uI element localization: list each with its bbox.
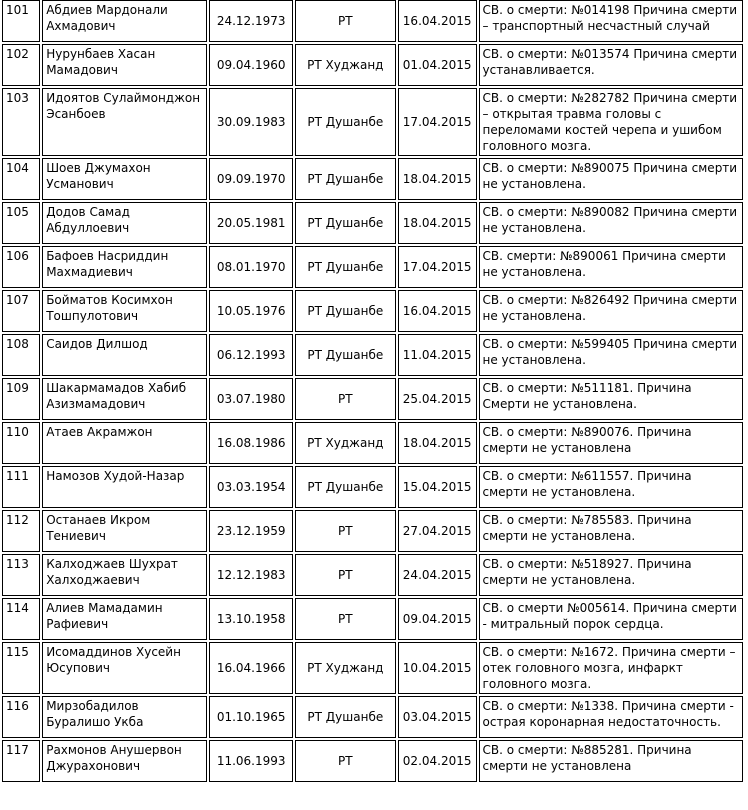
cell-place: РТ bbox=[295, 740, 397, 782]
cell-cause: СВ. смерти: №890061 Причина смерти не установлена. bbox=[479, 246, 743, 288]
cell-name: Калходжаев Шухрат Халходжаевич bbox=[42, 554, 207, 596]
cell-place: РТ Душанбе bbox=[295, 88, 397, 156]
cell-num: 106 bbox=[2, 246, 40, 288]
cell-num: 109 bbox=[2, 378, 40, 420]
table-row bbox=[2, 202, 743, 244]
cell-birth: 01.10.1965 bbox=[209, 696, 292, 738]
cell-num: 112 bbox=[2, 510, 40, 552]
cell-place: РТ Душанбе bbox=[295, 696, 397, 738]
cell-cause: СВ. о смерти: №511181. Причина Смерти не установлена. bbox=[479, 378, 743, 420]
cell-birth: 10.05.1976 bbox=[209, 290, 292, 332]
cell-birth: 13.10.1958 bbox=[209, 598, 292, 640]
cell-cause: СВ. о смерти: №885281. Причина смерти не установлена bbox=[479, 740, 743, 782]
table-row bbox=[2, 466, 743, 508]
cell-death: 18.04.2015 bbox=[398, 158, 476, 200]
cell-death: 02.04.2015 bbox=[398, 740, 476, 782]
table-row bbox=[2, 44, 743, 86]
cell-birth: 09.09.1970 bbox=[209, 158, 292, 200]
cell-place: РТ Душанбе bbox=[295, 290, 397, 332]
cell-birth: 08.01.1970 bbox=[209, 246, 292, 288]
cell-death: 16.04.2015 bbox=[398, 290, 476, 332]
cell-name: Саидов Дилшод bbox=[42, 334, 207, 376]
records-table-body bbox=[2, 0, 743, 782]
cell-cause: СВ. о смерти: №599405 Причина смерти не установлена. bbox=[479, 334, 743, 376]
cell-name: Рахмонов Анушервон Джурахонович bbox=[42, 740, 207, 782]
cell-birth: 24.12.1973 bbox=[209, 0, 292, 42]
table-row bbox=[2, 158, 743, 200]
cell-place: РТ bbox=[295, 598, 397, 640]
cell-cause: СВ. о смерти №005614. Причина смерти - митральный порок сердца. bbox=[479, 598, 743, 640]
cell-cause: СВ. о смерти: №1338. Причина смерти - острая коронарная недостаточность. bbox=[479, 696, 743, 738]
cell-num: 117 bbox=[2, 740, 40, 782]
cell-name: Атаев Акрамжон bbox=[42, 422, 207, 464]
cell-birth: 03.03.1954 bbox=[209, 466, 292, 508]
cell-num: 107 bbox=[2, 290, 40, 332]
table-row bbox=[2, 554, 743, 596]
cell-name: Абдиев Мардонали Ахмадович bbox=[42, 0, 207, 42]
cell-death: 09.04.2015 bbox=[398, 598, 476, 640]
cell-birth: 03.07.1980 bbox=[209, 378, 292, 420]
cell-birth: 09.04.1960 bbox=[209, 44, 292, 86]
table-row bbox=[2, 88, 743, 156]
cell-name: Исомаддинов Хусейн Юсупович bbox=[42, 642, 207, 694]
table-row bbox=[2, 290, 743, 332]
cell-death: 25.04.2015 bbox=[398, 378, 476, 420]
cell-name: Идоятов Сулаймонджон Эсанбоев bbox=[42, 88, 207, 156]
cell-place: РТ bbox=[295, 378, 397, 420]
cell-birth: 20.05.1981 bbox=[209, 202, 292, 244]
cell-death: 17.04.2015 bbox=[398, 88, 476, 156]
cell-place: РТ Душанбе bbox=[295, 334, 397, 376]
table-row bbox=[2, 422, 743, 464]
table-row bbox=[2, 510, 743, 552]
cell-num: 111 bbox=[2, 466, 40, 508]
cell-cause: СВ. о смерти: №014198 Причина смерти – транспортный несчастный случай bbox=[479, 0, 743, 42]
cell-birth: 11.06.1993 bbox=[209, 740, 292, 782]
cell-name: Нурунбаев Хасан Мамадович bbox=[42, 44, 207, 86]
cell-num: 113 bbox=[2, 554, 40, 596]
cell-birth: 23.12.1959 bbox=[209, 510, 292, 552]
cell-cause: СВ. о смерти: №826492 Причина смерти не установлена. bbox=[479, 290, 743, 332]
cell-death: 27.04.2015 bbox=[398, 510, 476, 552]
cell-place: РТ bbox=[295, 554, 397, 596]
cell-place: РТ Душанбе bbox=[295, 466, 397, 508]
cell-name: Останаев Икром Тениевич bbox=[42, 510, 207, 552]
cell-cause: СВ. о смерти: №890075 Причина смерти не установлена. bbox=[479, 158, 743, 200]
cell-death: 18.04.2015 bbox=[398, 422, 476, 464]
table-row bbox=[2, 598, 743, 640]
cell-cause: СВ. о смерти: №890082 Причина смерти не установлена. bbox=[479, 202, 743, 244]
cell-num: 116 bbox=[2, 696, 40, 738]
cell-birth: 30.09.1983 bbox=[209, 88, 292, 156]
table-row bbox=[2, 642, 743, 694]
cell-num: 105 bbox=[2, 202, 40, 244]
cell-cause: СВ. о смерти: №890076. Причина смерти не установлена bbox=[479, 422, 743, 464]
cell-num: 110 bbox=[2, 422, 40, 464]
cell-place: РТ bbox=[295, 0, 397, 42]
cell-num: 108 bbox=[2, 334, 40, 376]
cell-name: Мирзобадилов Буралишо Укба bbox=[42, 696, 207, 738]
cell-name: Бойматов Косимхон Тошпулотович bbox=[42, 290, 207, 332]
cell-death: 11.04.2015 bbox=[398, 334, 476, 376]
cell-birth: 12.12.1983 bbox=[209, 554, 292, 596]
cell-place: РТ Худжанд bbox=[295, 44, 397, 86]
cell-place: РТ Душанбе bbox=[295, 158, 397, 200]
cell-place: РТ Худжанд bbox=[295, 422, 397, 464]
cell-num: 103 bbox=[2, 88, 40, 156]
table-row bbox=[2, 740, 743, 782]
table-row bbox=[2, 246, 743, 288]
cell-place: РТ Худжанд bbox=[295, 642, 397, 694]
cell-birth: 16.08.1986 bbox=[209, 422, 292, 464]
cell-cause: СВ. о смерти: №1672. Причина смерти – отек головного мозга, инфаркт головного мозга. bbox=[479, 642, 743, 694]
cell-cause: СВ. о смерти: №785583. Причина смерти не установлена. bbox=[479, 510, 743, 552]
cell-place: РТ Душанбе bbox=[295, 246, 397, 288]
table-row bbox=[2, 378, 743, 420]
cell-name: Намозов Худой-Назар bbox=[42, 466, 207, 508]
cell-num: 104 bbox=[2, 158, 40, 200]
cell-name: Бафоев Насриддин Махмадиевич bbox=[42, 246, 207, 288]
cell-death: 15.04.2015 bbox=[398, 466, 476, 508]
cell-birth: 06.12.1993 bbox=[209, 334, 292, 376]
cell-name: Шакармамадов Хабиб Азизмамадович bbox=[42, 378, 207, 420]
cell-death: 24.04.2015 bbox=[398, 554, 476, 596]
cell-num: 115 bbox=[2, 642, 40, 694]
table-row bbox=[2, 334, 743, 376]
cell-cause: СВ. о смерти: №282782 Причина смерти – открытая травма головы с переломами костей черепа и ушибом головного мозга. bbox=[479, 88, 743, 156]
table-row bbox=[2, 696, 743, 738]
cell-name: Додов Самад Абдуллоевич bbox=[42, 202, 207, 244]
cell-death: 01.04.2015 bbox=[398, 44, 476, 86]
cell-cause: СВ. о смерти: №518927. Причина смерти не установлена. bbox=[479, 554, 743, 596]
cell-place: РТ bbox=[295, 510, 397, 552]
cell-death: 10.04.2015 bbox=[398, 642, 476, 694]
cell-death: 03.04.2015 bbox=[398, 696, 476, 738]
cell-num: 102 bbox=[2, 44, 40, 86]
cell-place: РТ Душанбе bbox=[295, 202, 397, 244]
cell-death: 18.04.2015 bbox=[398, 202, 476, 244]
cell-death: 17.04.2015 bbox=[398, 246, 476, 288]
cell-num: 101 bbox=[2, 0, 40, 42]
cell-death: 16.04.2015 bbox=[398, 0, 476, 42]
cell-cause: СВ. о смерти: №611557. Причина смерти не установлена. bbox=[479, 466, 743, 508]
cell-name: Алиев Мамадамин Рафиевич bbox=[42, 598, 207, 640]
table-row bbox=[2, 0, 743, 42]
cell-cause: СВ. о смерти: №013574 Причина смерти устанавливается. bbox=[479, 44, 743, 86]
cell-birth: 16.04.1966 bbox=[209, 642, 292, 694]
cell-num: 114 bbox=[2, 598, 40, 640]
cell-name: Шоев Джумахон Усманович bbox=[42, 158, 207, 200]
